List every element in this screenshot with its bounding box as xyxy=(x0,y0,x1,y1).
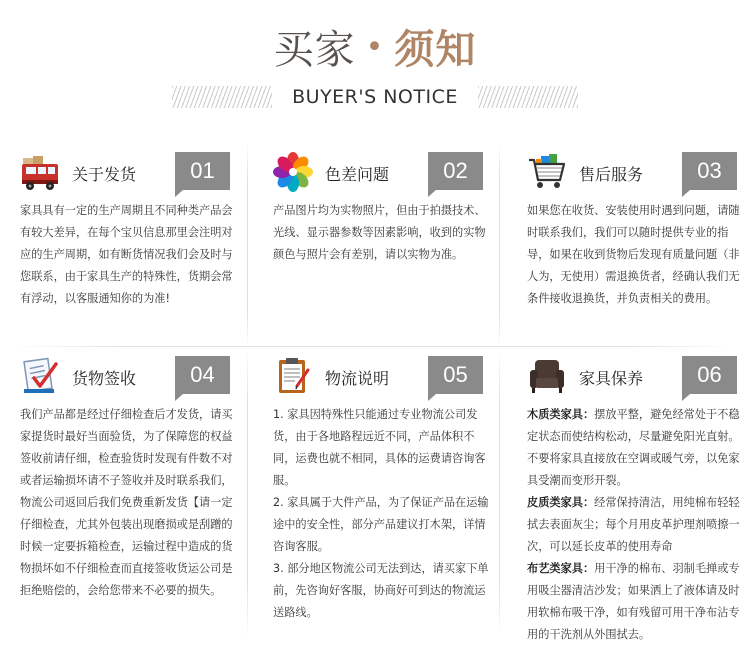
care-item-fabric xyxy=(527,558,749,646)
card-paragraph: 3. 部分地区物流公司无法到达，请买家下单前，先咨询好客服，协商好可到达的物流运送路线。 xyxy=(273,562,489,619)
column-divider-4 xyxy=(499,348,500,638)
card-heading: 色差问题 xyxy=(325,165,390,184)
card-text xyxy=(527,404,749,646)
card-heading: 售后服务 xyxy=(579,165,644,184)
clipboard-icon xyxy=(273,356,313,396)
color-wheel-icon xyxy=(273,152,313,192)
card-paragraph: 2. 家具属于大件产品，为了保证产品在运输途中的安全性，部分产品建议打木架，详情咨询客服。 xyxy=(273,496,489,553)
column-divider-2 xyxy=(499,140,500,350)
card-number-badge: 06 xyxy=(682,356,737,394)
card-text xyxy=(20,200,242,310)
care-text: 用干净的棉布、羽制毛掸或专用吸尘器清洁沙发；如果洒上了液体请及时用软棉布吸干净，如有残留可用干净布沾专用的干洗剂从外围拭去。 xyxy=(527,562,740,641)
notice-card-after-sales xyxy=(527,152,750,332)
card-text xyxy=(20,404,242,602)
card-text xyxy=(273,404,495,624)
card-number-badge: 03 xyxy=(682,152,737,190)
card-heading: 货物签收 xyxy=(72,369,137,388)
notice-card-shipping xyxy=(20,152,245,332)
notice-card-furniture-care xyxy=(527,356,750,646)
column-divider-1 xyxy=(247,140,248,350)
page-subtitle: BUYER'S NOTICE xyxy=(292,86,458,108)
card-heading: 家具保养 xyxy=(579,369,644,388)
card-paragraph: 如果您在收货、安装使用时遇到问题，请随时联系我们，我们可以随时提供专业的指导，如果在收到货物后发现有质量问题（非人为，无使用）需退换货者，经确认我们无条件接收退换货，并负责相关的费用。 xyxy=(527,204,740,305)
title-dot: • xyxy=(365,30,385,65)
card-text xyxy=(527,200,749,310)
notice-card-logistics xyxy=(273,356,498,646)
title-part1: 买家 xyxy=(273,27,356,73)
armchair-icon xyxy=(527,356,567,396)
care-text: 经常保持清洁，用纯棉布轻轻拭去表面灰尘；每个月用皮革护理剂喷擦一次，可以延长皮革的使用寿命 xyxy=(527,496,740,553)
care-label: 布艺类家具： xyxy=(527,562,595,575)
card-heading: 关于发货 xyxy=(72,165,137,184)
page-title xyxy=(0,22,750,76)
shopping-cart-icon xyxy=(527,152,567,192)
notice-header xyxy=(0,0,750,118)
card-number-badge: 04 xyxy=(175,356,230,394)
card-paragraph: 家具具有一定的生产周期且不同种类产品会有较大差异，在每个宝贝信息那里会注明对应的生产周期，如有断货情况我们会及时与您联系，由于家具生产的特殊性，货期会常有浮动，以客服通知你的为准! xyxy=(20,204,233,305)
hatch-decoration-right xyxy=(478,86,578,108)
hatch-decoration-left xyxy=(172,86,272,108)
card-number-badge: 01 xyxy=(175,152,230,190)
card-heading: 物流说明 xyxy=(325,369,390,388)
notice-card-color-difference xyxy=(273,152,498,332)
card-paragraph: 我们产品都是经过仔细检查后才发货，请买家提货时最好当面验货，为了保障您的权益签收前请仔细，检查验货时发现有件数不对或者运输损坏请不子签收并及时联系我们，物流公司返回后我们免费重新发货【请一定仔细检查，尤其外包装出现磨损或是刮蹭的时候一定要拆箱检查，运输过程中造成的货物损坏如不仔细检查而直接签收货运公司是拒绝赔偿的，会给您带来不必要的损失。 xyxy=(20,408,233,597)
card-number-badge: 05 xyxy=(428,356,483,394)
card-paragraph: 产品图片均为实物照片，但由于拍摄技术、光线、显示器参数等因素影响，收到的实物颜色与照片会有差别，请以实物为准。 xyxy=(273,204,486,261)
card-text xyxy=(273,200,495,266)
delivery-truck-icon xyxy=(20,152,60,192)
care-text: 摆放平整，避免经常处于不稳定状态而使结构松动，尽量避免阳光直射。不要将家具直接放在空调或暖气旁，以免家具受潮而变形开裂。 xyxy=(527,408,740,487)
notice-card-receipt xyxy=(20,356,245,646)
card-paragraph: 1. 家具因特殊性只能通过专业物流公司发货，由于各地路程远近不同，产品体积不同，运费也就不相同，具体的运费请咨询客服。 xyxy=(273,408,486,487)
checklist-icon xyxy=(20,356,60,396)
row-divider xyxy=(15,346,735,347)
care-label: 木质类家具： xyxy=(527,408,595,421)
care-item-wood xyxy=(527,404,749,492)
column-divider-3 xyxy=(247,348,248,638)
care-item-leather xyxy=(527,492,749,558)
card-number-badge: 02 xyxy=(428,152,483,190)
title-part2: 须知 xyxy=(394,27,477,73)
care-label: 皮质类家具： xyxy=(527,496,595,509)
